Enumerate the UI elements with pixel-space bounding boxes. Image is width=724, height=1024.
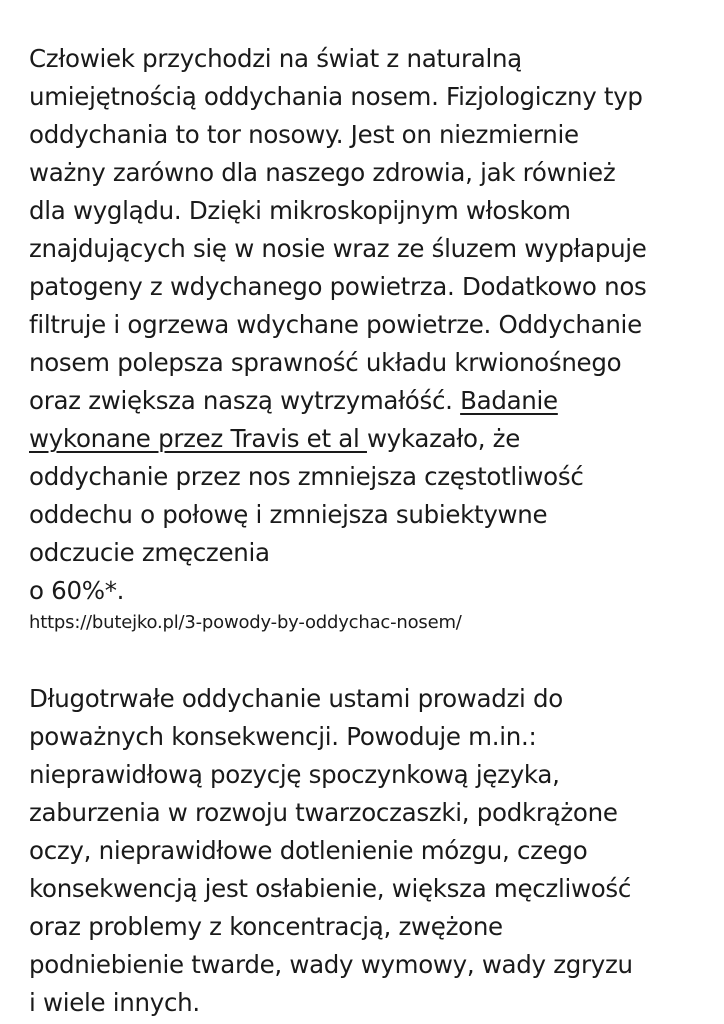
text-line: oddychania to tor nosowy. Jest on niezmiernie [29,120,579,149]
text-line: podniebienie twarde, wady wymowy, wady zgryzu [29,950,633,979]
text-line: o 60%*. [29,576,125,605]
text-line: znajdujących się w nosie wraz ze śluzem wypłapuje [29,234,647,263]
study-link-continued[interactable]: wykonane przez Travis et al [29,424,367,453]
text-line: i wiele innych. [29,988,200,1017]
text-line: oddychanie przez nos zmniejsza częstotliwość [29,462,584,491]
text-line: filtruje i ogrzewa wdychane powietrze. Oddychanie [29,310,642,339]
text-line: poważnych konsekwencji. Powoduje m.in.: [29,722,537,751]
text-line: nosem polepsza sprawność układu krwionośnego [29,348,622,377]
source-url: https://butejko.pl/3-powody-by-oddychac-nosem/ [29,612,462,633]
paragraph-mouth-breathing [29,680,724,1022]
text-line: zaburzenia w rozwoju twarzoczaszki, podkrążone [29,798,618,827]
text-line: nieprawidłową pozycję spoczynkową języka, [29,760,560,789]
text-line: oczy, nieprawidłowe dotlenienie mózgu, czego [29,836,588,865]
document-page [29,40,724,1022]
text-line: odczucie zmęczenia [29,538,270,567]
paragraph-nasal-breathing [29,40,724,610]
text-segment: wykazało, że [366,424,521,453]
text-line: Długotrwałe oddychanie ustami prowadzi do [29,684,563,713]
text-line-with-link [29,420,724,458]
text-line-with-link [29,382,724,420]
text-line: dla wyglądu. Dzięki mikroskopijnym włoskom [29,196,571,225]
text-segment: oraz zwiększa naszą wytrzymałóść. [29,386,461,415]
text-line: umiejętnością oddychania nosem. Fizjologiczny typ [29,82,643,111]
study-link[interactable]: Badanie [460,386,558,415]
text-line: ważny zarówno dla naszego zdrowia, jak również [29,158,616,187]
text-line: oraz problemy z koncentracją, zwężone [29,912,503,941]
text-line: Człowiek przychodzi na świat z naturalną [29,44,522,73]
text-line: oddechu o połowę i zmniejsza subiektywne [29,500,548,529]
text-line: patogeny z wdychanego powietrza. Dodatkowo nos [29,272,647,301]
text-line: konsekwencją jest osłabienie, większa męczliwość [29,874,632,903]
